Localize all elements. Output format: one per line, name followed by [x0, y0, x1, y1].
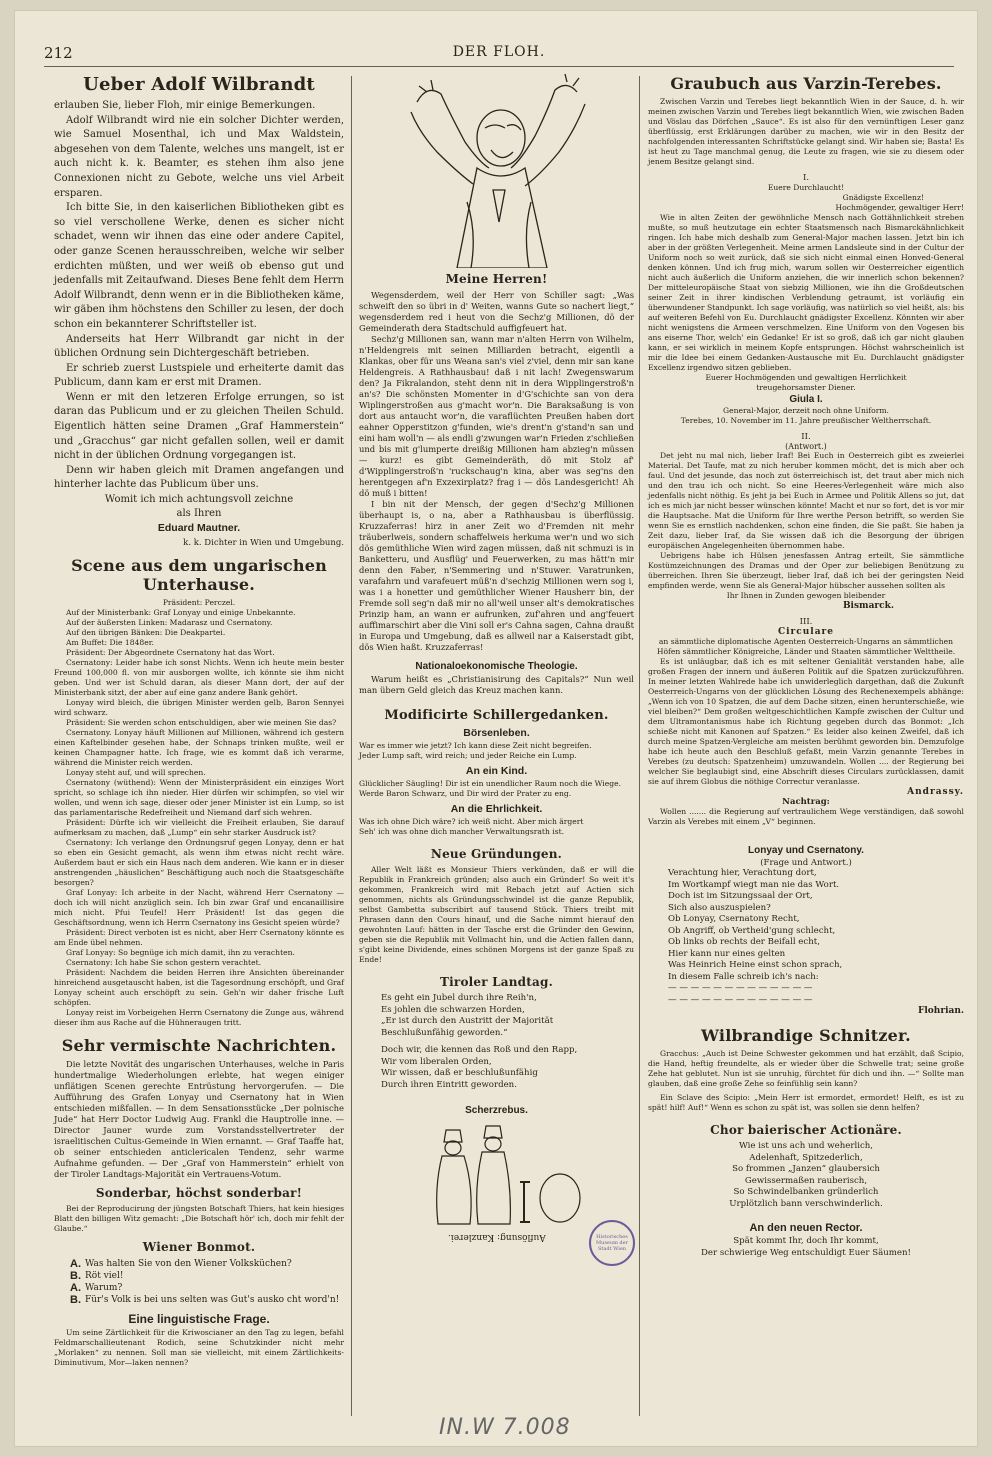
column-right — [648, 72, 964, 1259]
article-title: Lonyay und Csernatony. — [748, 845, 864, 856]
caricature-illustration — [397, 72, 597, 268]
letter-body: Wollen ....... die Regierung auf vertraulichem Wege verständigen, daß sowohl Varzin als Verebes mit einem „V“ beginnen. — [648, 807, 964, 826]
speaker: B. — [70, 1270, 81, 1283]
paragraph: erlauben Sie, lieber Floh, mir einige Bemerkungen. — [54, 100, 316, 111]
letter-body: Wie in alten Zeiten der gewöhnliche Mensch nach Gottähnlichkeit streben mußte, so muß heutzutage ein echter Staatsmensch nach Bismarckähnlichkeit ringen. Ich habe mich deshalb zum General-Major machen lassen. Jetzt bin ich aber in der größten Verlegenheit. Meine armen Landsleute sind in der Cultur der Uniform noch so weit zurück, daß sie sich nicht einmal einen Honved-General denken können. Und ich frug mich, warum sollen wir Oesterreicher eigentlich nicht auch äußerlich die Uniform anziehen, die wir innerlich schon bekennen? Der mitteleuropäische Staat von siebzig Millionen, wie ihn die Großdeutschen seiner Zeit in ihrer kindischen Verblendung getraumt, ist vorläufig ein überwundener Standpunkt. Ich sage vorläufig, was natürlich so viel heißt, als: bis auf weiteren Befehl von Eu. Durchlaucht gnädigster Excellenz. Könnten wir aber nicht wenigstens die Armeen verschmelzen. Eine Uniform von den Vogesen bis ans eiserne Thor, welch' ein Gedanke! Er ist so groß, daß ich gar nicht glauben kann, er sei wirklich in meinem Kopfe entsprungen. Höchst wahrscheinlich ist mir die Idee bei einem Gedanken-Austausche mit Eu. Durchlaucht gnädigster Excellenz irgendwo sitzen geblieben. — [648, 213, 964, 372]
article-title: Wiener Bonmot. — [142, 1240, 256, 1255]
closing-line: Womit ich mich achtungsvoll zeichne — [104, 494, 294, 506]
poem — [648, 868, 964, 1006]
scene-line: Präsident: Sie werden schon entschuldigen, aber wie meinen Sie das? — [66, 718, 337, 728]
verse-line: Werde Baron Schwarz, und Dir wird der Prater zu eng. — [359, 789, 572, 798]
scene-line: Präsident: Nachdem die beiden Herren ihre Ansichten übereinander hinreichend ausgetauscht haben, ist die Tagesordnung erschöpft, und Graf Lonyay scheint auch erschöpft zu sein. Geh'n wir daher frische Luft schöpfen. — [54, 968, 344, 1008]
salutation-line: Euere Durchlaucht! — [767, 183, 845, 192]
scene-line: Lonyay reist im Vorbeigehen Herrn Csernatony die Zunge aus, während dieser ihm aus Rache auf die Hühneraugen tritt. — [54, 1008, 344, 1028]
letter-signature: Andrassy. — [907, 787, 964, 797]
section-head: Börsenleben. — [463, 727, 530, 739]
verse-line: Seh' ich was ohne dich mancher Verwaltungsrath ist. — [359, 827, 565, 836]
speaker: A. — [70, 1282, 81, 1295]
signature-line: Terebes, 10. November im 11. Jahre preußischer Weltherrschaft. — [680, 416, 932, 425]
verse-line: In diesem Falle schreib ich's nach: — [668, 971, 819, 982]
article-title: Modificirte Schillergedanken. — [384, 708, 609, 723]
article-title: Nationaloekonomische Theologie. — [415, 661, 578, 672]
article-body: Warum heißt es „Christianisirung des Capitals?“ Nun weil man übern Geld gleich das Kreuz machen kann. — [359, 674, 634, 695]
author-name: Eduard Mautner. — [157, 522, 241, 535]
speech: Warum? — [85, 1283, 123, 1294]
scene-line: Präsident: Perczel. — [162, 598, 236, 608]
section-heading: Nachtrag: — [782, 797, 830, 807]
paragraph: Sechz'g Millionen san, wann mar n'alten Herrn von Wilhelm, n'Heldengreis mit seinen Milliarden betracht, eigentli a Klankas, ober für uns Weana san's viel z'viel, denn mir san kane Heldengreis. A Rathhausbau! daß i nit lach! Zwegenswarum den? Ja Fikralandon, steht denn nit in dera Wipplingerstroß'n an's? Die schönsten Momenter in d'G'schichte san von dera Wiplingerstroßen aus g'macht wor'n. Die Baraksaßung is von dort aus antaucht wor'n, die varaflüchten Preußen haben dort eahner Opperstitzon g'funden, wie's drent'n g'stand'n san und eini ham woll'n — als endli g'zwungen war'n Frieden z'schließen und bis mit g'lumperte dreißig Millionen ham abzieg'n müssen — kurz! es gibt Gemeinderäth, dö mit Stolz af' d'Wipplingerstroß'n 'ruckschaug'n kina, aber was seg'ns den herentgegen af'n Exzexirplatz? frag i — dös Landesgericht! Ah dö muß i bitten! — [359, 334, 634, 498]
section-head: An die Ehrlichkeit. — [450, 803, 543, 815]
verse-line: Wir wissen, daß er beschlußunfähig — [381, 1068, 538, 1078]
scene-line: Auf den übrigen Bänken: Die Deakpartei. — [66, 628, 226, 638]
article-body — [54, 99, 344, 493]
letter-body: Uebrigens habe ich Hülsen jenesfassen Antrag erteilt, Sie sämmtliche Kostümzeichnungen des Dramas und der Oper zur beliebigen Benützung zu überreichen. Ihren Sie überzeugt, lieber Iraf, daß ich bei der geringsten Neid empfinden werde, wenn Sie als General-Major hübscher aussehen sollten als — [648, 551, 964, 590]
scene-line: Csernatony: Leider habe ich sonst Nichts. Wenn ich heute mein bester Freund 100,000 fl. von mir ausborgen wollte, ich könnte sie ihm nicht geben. Und wer ist Schuld daran, als dieser Mann dort, der auf der Ministerbank sitzt, der aber auf eine ganz andere Bank gehört. — [54, 658, 344, 698]
verse-line: Adelenhaft, Spitzederlich, — [749, 1152, 863, 1163]
verse-line: Doch wir, die kennen das Roß und den Rapp, — [381, 1045, 578, 1055]
article-body: Um seine Zärtlichkeit für die Kriwoscianer an den Tag zu legen, befahl Feldmarschallieutenant Rodich, seine Schutzkinder nicht mehr „Morlaken“ zu nennen. Soll man sie vielleicht, mit einem Zärtlichkeits-Diminutivum, Mor—laken nennen? — [54, 1328, 344, 1368]
article-body — [359, 290, 634, 653]
article-title: Scene aus dem ungarischen Unterhause. — [71, 556, 327, 595]
article-title: Sonderbar, höchst sonderbar! — [95, 1186, 303, 1201]
verse-line: Durch ihren Eintritt geworden. — [381, 1079, 517, 1090]
verse-line: „Er ist durch den Austritt der Majorität — [381, 1016, 554, 1026]
verse-line: Verachtung hier, Verachtung dort, — [668, 868, 817, 878]
verse-line: So frommen „Janzen“ glaubersich — [732, 1164, 880, 1174]
verse-line: Spät kommt Ihr, doch Ihr kommt, — [733, 1236, 879, 1246]
poem — [648, 1236, 964, 1259]
newspaper-page — [14, 10, 978, 1447]
article-title: Scherzrebus. — [465, 1105, 528, 1116]
section-subtitle: an sämmtliche diplomatische Agenten Oesterreich-Ungarns an sämmtlichen Höfen sämmtlicher Königreiche, Länder und Staaten sämmtlicher Welttheile. — [656, 637, 956, 656]
salutation — [648, 183, 964, 213]
rebus-illustration — [412, 1118, 582, 1228]
bonmot-dialogue — [68, 1258, 341, 1306]
dialogue-line — [68, 1270, 341, 1282]
verse-line: War es immer wie jetzt? Ich kann diese Zeit nicht begreifen. — [359, 741, 592, 750]
scene-line: Graf Lonyay: So begnüge ich mich damit, ihn zu verachten. — [66, 948, 295, 958]
article-body: Bei der Reproducirung der jüngsten Botschaft Thiers, hat kein hiesiges Blatt den billigen Witz gemacht: „Die Botschaft hör' ich, doch mir fehlt der Glaube.“ — [54, 1204, 344, 1234]
rebus-solution-inverted: Auflösung: Kanzlerei. — [447, 1232, 546, 1242]
column-left — [54, 72, 344, 1368]
column-rule — [351, 76, 352, 1416]
closing-line: treugehorsamster Diener. — [756, 383, 856, 392]
article-title: Meine Herren! — [445, 272, 548, 286]
museum-stamp: Historisches Museum der Stadt Wien — [589, 1220, 635, 1266]
speaker: B. — [70, 1294, 81, 1307]
paragraph: Wegensderdem, weil der Herr von Schiller sagt: „Was schweift den so übri in d' Weiten, wanns Gute so nachert liegt,“ wegensderdem red i heut von die Sechz'g Millionen, dö der Gemeinderath dera Stadtschuld auffigfeuert hat. — [359, 290, 634, 333]
section-number: I. — [802, 173, 810, 183]
letter-closing — [648, 373, 964, 393]
verse-line: — — — — — — — — — — — — — — [668, 983, 813, 993]
verse-line: Jeder Lump saft, wird reich; und jeder Reiche ein Lump. — [359, 751, 577, 760]
scene-line: Auf der äußersten Linken: Madarasz und Csernatony. — [66, 618, 273, 628]
article-title: Sehr vermischte Nachrichten. — [61, 1036, 337, 1056]
article-body: Ein Sclave des Scipio: „Mein Herr ist ermordet, ermordet! Helft, es ist zu spät! hilf! Auf!“ Wenn es schon zu spät ist, was sollen sie denn helfen? — [648, 1093, 964, 1112]
verse-line: Was ich ohne Dich wäre? ich weiß nicht. Aber mich ärgert — [359, 817, 584, 826]
speech: Für's Volk is bei uns selten was Gut's ausko cht word'n! — [85, 1295, 340, 1306]
article-title: An den neuen Rector. — [749, 1222, 863, 1234]
signature-line: General-Major, derzeit noch ohne Uniform. — [723, 406, 889, 415]
speech: Röt viel! — [85, 1271, 124, 1282]
masthead: DER FLOH. — [452, 44, 546, 60]
salutation-line: Hochmögender, gewaltiger Herr! — [835, 203, 964, 212]
poem-signature: Flohrian. — [917, 1006, 964, 1016]
paragraph: I bin nit der Mensch, der gegen d'Sechz'g Millionen überhaupt is, o na, aber a Rathhausbau is überflüssig. Kruzzaferras! hirz in aner Zeit wo d'Fremden nit mehr träuberlweis, sondern schaffelweis herkuma wer'n und wo sich dös gemüthliche Wien wird zagen müssen, daß nit schmuzi is in Banketteru, und Ausflüg' und Feuerwerken, zu mas hätt'n mir denn den Faber, n'Semmering und n'Stuwer. Varatrunken, varafahrn und varafeuert müß'n d'sechzig Millionen wern sog i, was i a honetter und gemüthlicher Wiener Hausherr bin, der Fremde soll seg'n daß mir no all'weil unser alt's demokratisches Prinzip ham, an wann er aufrunken, zuf'ahren und ang'feuert auffimarschirt aber die Vini soll er's Cahna sagen, Cahna draußt in Europa und Umgebung, daß es allweil nar a Kaiserstadt gibt, dös Wien haßt. Kruzzaferras! — [359, 499, 634, 652]
section-head: An ein Kind. — [465, 765, 528, 777]
letter-signature: Giula I. — [789, 394, 823, 405]
article-title: Tiroler Landtag. — [440, 975, 553, 989]
speech: Was halten Sie von den Wiener Volksküchen? — [85, 1259, 292, 1270]
article-title: Graubuch aus Varzin-Terebes. — [670, 74, 942, 93]
column-rule — [639, 76, 640, 1416]
section-number: II. — [801, 432, 811, 442]
article-body: Gracchus: „Auch ist Deine Schwester gekommen und hat erzählt, daß Scipio, die Hand, heftig freundelte, als er wieder über die Schwelle trat; seine große Zehe hat geblutet. Nun ist sie unruhig, fürchtet für dich und ihn. —“ Sollte man glauben, daß eine große Zehe so feinfühlig sein kann? — [648, 1049, 964, 1088]
couplet — [359, 741, 634, 761]
couplet — [359, 817, 634, 837]
scene-line: Lonyay wird bleich, die übrigen Minister werden gelb, Baron Sennyei wird schwarz. — [54, 698, 344, 718]
paragraph: Adolf Wilbrandt wird nie ein solcher Dichter werden, wie Samuel Mosenthal, ich und Max Waldstein, abgesehen von dem Talente, welches uns mangelt, ist er auch nicht k. k. Beamter, es stehen ihm also jene Connexionen nicht zu Gebote, welche uns viel Arbeit ersparen. — [54, 114, 344, 199]
verse-line: Was Heinrich Heine einst schon sprach, — [668, 960, 843, 970]
verse-line: Wie ist uns ach und weherlich, — [738, 1141, 874, 1151]
dialogue-line — [68, 1282, 341, 1294]
scene-line: Auf der Ministerbank: Graf Lonyay und einige Unbekannte. — [66, 608, 296, 618]
verse-line: Hier kann nur eines gelten — [668, 948, 786, 959]
letter-body: Es ist unläugbar, daß ich es mit seltener Genialität verstanden habe, alle großen Fragen der innern und äußeren Politik auf die Spatzen zurückzuführen. In meiner letzten Wahlrede habe ich unwiderleglich dargethan, daß die Zukunft Oesterreich-Ungarns von der glücklichen Lösung des Rechenexempels abhänge: „Wenn ich von 10 Spatzen, die auf dem Dache sitzen, einen herunterschieße, wie viel bleiben?“ Dem großen weltgeschichtlichen Kampfe zwischen der Cultur und dem Ultramontanismus habe ich Richtung gegeben durch das Bonmot: „Ich schieße nicht mit Kanonen auf Spatzen.“ Es leider also keinen Zweifel, daß ich durch meine Spatzen-Vergleiche am meisten berühmt geworden bin. Demzufolge habe ich heute auch den Beschluß gefaßt, mein Varzin genannte Terebes in Verebes (zu deutsch: Spatzenheim) umzuwandeln. Wollen .... der Regierung bei welcher Sie beglaubigt sind, eine Abschrift dieses Circulars zurücklassen, damit sie auf ihrem Globus die nöthige Correctur veranlasse. — [648, 657, 964, 786]
author-title: k. k. Dichter in Wien und Umgebung. — [183, 538, 344, 549]
verse-line: Glücklicher Säugling! Dir ist ein unendlicher Raum noch die Wiege. — [359, 779, 621, 788]
scene-line: Csernatony. Lonyay häuft Millionen auf Millionen, während ich gestern einen Kaftelbinder gesehen habe, der Schnaps trinken mußte, weil er keinen Champagner hatte. Ich frage, wie es kommt daß ich verarme, während die Minister reich werden. — [54, 728, 344, 768]
dialogue-line — [68, 1294, 341, 1306]
closing-line: als Ihren — [176, 508, 222, 520]
signature-subline — [648, 406, 964, 426]
handwritten-inventory-number: IN.W 7.008 — [439, 1415, 571, 1440]
article-title: Chor baierischer Actionäre. — [710, 1123, 902, 1137]
article-body: Die letzte Novität des ungarischen Unterhauses, welche in Paris hundertmalige Wiederholungen erlebte, hat wegen einiger unflätigen Scenen gerechte Entrüstung hervorgerufen. — Die Aufführung des Grafen Lonyay und Csernatony hat in Wien entschieden mißfallen. — In dem Sensationsstücke „Der polnische Jude“ hat Herr Doctor Ludwig Aug. Frankl die Hauptrolle inne. — Director Jauner wurde zum Vorstandsstellvertreter der israelitischen Cultus-Gemeinde in Wien ernannt. — Graf Taaffe hat, ob seiner entschieden anticlericalen Tendenz, sehr warme Aufnahme gefunden. — Der „Graf von Hammerstein“ erhielt von der Tiroler Landtags-Majorität ein Vertrauens-Votum. — [54, 1059, 344, 1180]
column-middle — [359, 72, 634, 1242]
page-number: 212 — [44, 44, 73, 62]
scene-line: Präsident: Dürfte ich wir vielleicht die Freiheit erlauben, Sie darauf aufmerksam zu machen, daß „Lump“ ein sehr starker Ausdruck ist? — [54, 818, 344, 838]
verse-line: Gewissermaßen rauberisch, — [744, 1175, 868, 1186]
scene-line: Präsident: Direct verboten ist es nicht, aber Herr Csernatony könnte es am Ende übel nehmen. — [54, 928, 344, 948]
article-title: Eine linguistische Frage. — [128, 1312, 270, 1327]
scene-line: Csernatony: Ich habe Sie schon gestern verachtet. — [66, 958, 262, 968]
verse-line: Doch ist im Sitzungssaal der Ort, — [668, 891, 813, 901]
verse-line: Der schwierige Weg entschuldigt Euer Säumen! — [701, 1247, 911, 1258]
verse-line: Ob Angriff, ob Vertheid'gung schlecht, — [668, 925, 836, 936]
article-title: Neue Gründungen. — [430, 847, 563, 861]
signature-block — [54, 493, 344, 550]
verse-line: Sich also auszuspielen? — [668, 902, 771, 913]
verse-line: Ob links ob rechts der Beifall echt, — [668, 937, 820, 947]
running-header — [44, 44, 954, 67]
scene-body — [54, 598, 344, 1028]
scene-line: Csernatony: Ich verlange den Ordnungsruf gegen Lonyay, denn er hat so eben ein Gesicht gemacht, als wenn ihm etwas nicht recht wäre. Außerdem baut er sich ein Haus nach dem anderen. Wie kann er in dieser anstrengenden „häuslichen“ Beschäftigung auch noch die Staatsgeschäfte besorgen? — [54, 838, 344, 888]
verse-line: Im Wortkampf wiegt man nie das Wort. — [668, 879, 840, 890]
verse-line: Es johlen die schwarzen Horden, — [381, 1004, 525, 1015]
article-body: Zwischen Varzin und Terebes liegt bekanntlich Wien in der Sauce, d. h. wir meinen zwischen Varzin und Terebes liegt bekanntlich Wien, wie zwischen Baden und Vöslau das Dörfchen „Sauce“. Es ist also für den vernünftigen Leser ganz überflüssig, erst Erklärungen darüber zu machen, wie wir in den Besitz der nachfolgenden interessanten Schriftstücke gelangt sind. Wir haben sie; Basta! Es ist heut zu Tage manchmal genug, die Leute zu fragen, wie sie zu diesem oder jenem Besitze gelangt sind. — [648, 97, 964, 166]
letter-body: Det jeht nu mal nich, lieber Iraf! Bei Euch in Oesterreich gibt es zweierlei Material. Det Taufe, mat zu nich heruber kommen möcht, det is mich aber och faul. Und det jesunde, das noch zut österreichisch ist, det traut aber mich nich und den trau ich och nicht. So eine Heeres-Verlegenheit wäre mich also jedenfalls nicht nöthig. Es jeht ja bei Euch in Armee und Politik Allens so jut, dat ich es mich jar nicht besser wünschen könnte! Macht et nur so fort, det is vor mir die Hauptsache. Mat die Uniform für Ihre werthe Person betrifft, so werden Sie wenn Sie es ernstlich nachdenken, schon eine finden, die Sie paßt. Sie haben ja Zeit dazu, lieber Iraf, da Sie wissen daß ich die Besorgung der übrigen europäischen Angelegenheiten übernommen habe. — [648, 451, 964, 550]
poem — [648, 1141, 964, 1210]
verse-line: Beschlußunfähig geworden.“ — [381, 1027, 508, 1038]
section-subtitle: (Antwort.) — [785, 442, 827, 451]
article-title: Ueber Adolf Wilbrandt — [83, 74, 315, 95]
verse-line: Urplötzlich bann verschwinderlich. — [729, 1198, 883, 1209]
letter-closing: Ihr Ihnen in Zunden gewogen bleibender — [726, 591, 886, 600]
paragraph: Denn wir haben gleich mit Dramen angefangen und hinterher lachte das Publicum über uns. — [54, 464, 344, 491]
verse-line: Wir vom liberalen Orden, — [381, 1056, 492, 1067]
letter-signature: Bismarck. — [842, 601, 894, 611]
verse-line: So Schwindelbanken gründerlich — [733, 1187, 879, 1197]
poem — [359, 993, 634, 1091]
closing-line: Euerer Hochmögenden und gewaltigen Herrlichkeit — [705, 373, 907, 382]
paragraph: Ich bitte Sie, in den kaiserlichen Bibliotheken gibt es so viel verschollene Werke, denen es sicher nicht schadet, wenn wir ihnen das eine oder andere Capitel, oder ganze Scenen herausschreiben, welche wir selber erdichten müßten, und wer weiß ob ebenso gut und jedenfalls mit Zeitaufwand. Dieses Bene fehlt dem Herrn Adolf Wilbrandt, denn wenn er in die Bibliotheken käme, wir gäben ihm höchstens den Schiller zu lesen, der doch schon ein bekannterer Schriftsteller ist. — [54, 202, 344, 330]
speaker: A. — [70, 1258, 81, 1271]
section-heading: Circulare — [777, 627, 835, 637]
paragraph: Wenn er mit den letzeren Erfolge errungen, so ist daran das Publicum und er zu gleichen Theilen Schuld. Eigentlich hätten seine Dramen „Graf Hammerstein“ und „Gracchus“ gar nicht gefallen sollen, weil er damit nicht in der üblichen Ordnung vorgegangen ist. — [54, 391, 344, 462]
article-body: Aller Welt läßt es Monsieur Thiers verkünden, daß er will die Republik in Frankreich gründen; also auch ein Gründer! So weit it's gekommen, Frankreich wird mit Rebach jetzt auf Actien sich genommen, nichts als Gründungsschwindel ist die ganze Republik, selbst Gambetta subscribirt auf tausend Stück. Thiers treibt mit Phrasen dann den Cours hinauf, und die Sache nimmt hierauf den gewohnten Lauf: hätten in der Tasche erst die Gründer den Gewinn, geben sie die Republik mit Vollmacht hin, und die Actien fallen dann, s'gibt keine Dividende, eines schönen Morgens ist der ganze Spaß zu Ende! — [359, 865, 634, 964]
paragraph: Anderseits hat Herr Wilbrandt gar nicht in der üblichen Ordnung sein Dichtergeschäft betrieben. — [54, 333, 344, 360]
couplet — [359, 779, 634, 799]
verse-line: Ob Lonyay, Csernatony Recht, — [668, 914, 800, 924]
article-title: Wilbrandige Schnitzer. — [701, 1026, 911, 1045]
scene-line: Am Buffet: Die 1848er. — [66, 638, 154, 648]
verse-line: Es geht ein Jubel durch ihre Reih'n, — [381, 993, 537, 1003]
article-subtitle: (Frage und Antwort.) — [760, 858, 852, 868]
scene-line: Csernatony (wüthend): Wenn der Ministerpräsident ein einziges Wort spricht, so schlage ich ihn nieder. Hier dürfen wir schimpfen, so viel wir wollen, und wenn ich sage, dieser oder jener Minister ist ein Lump, so ist das parlamentarische Redefreiheit und Niemand darf sich wehren. — [54, 778, 344, 818]
verse-line: — — — — — — — — — — — — — — [668, 994, 813, 1005]
section-number: III. — [799, 617, 813, 627]
scene-line: Graf Lonyay: Ich arbeite in der Nacht, während Herr Csernatony — doch ich will nicht anzüglich sein. Ich bin zwar Graf und encanaillisire mich nicht. Pfui Teufel! Herr Präsident! Ist das gegen die Geschäftsordnung, wenn ich Herrn Csernatony ins Gesicht speien würde? — [54, 888, 344, 928]
paragraph: Er schrieb zuerst Lustspiele und erheiterte damit das Publicum, dann kam er erst mit Dramen. — [54, 362, 344, 389]
salutation-line: Gnädigste Excellenz! — [842, 193, 924, 202]
scene-line: Präsident: Der Abgeordnete Csernatony hat das Wort. — [66, 648, 275, 658]
scene-line: Lonyay steht auf, und will sprechen. — [66, 768, 206, 778]
dialogue-line — [68, 1258, 341, 1270]
